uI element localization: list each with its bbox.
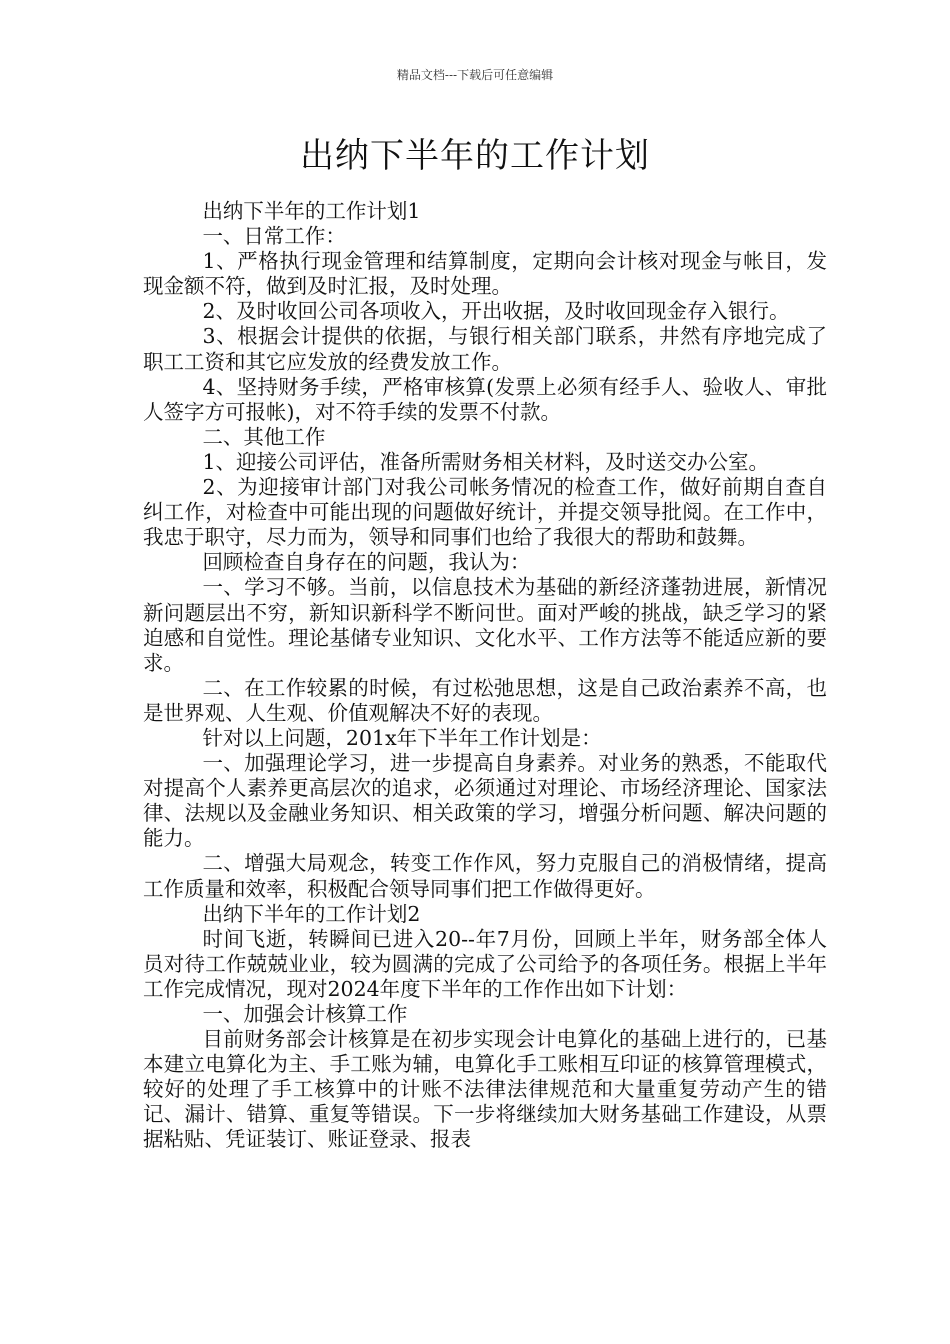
paragraph-13: 针对以上问题，201x年下半年工作计划是： xyxy=(202,725,602,750)
paragraph-11: 一、学习不够。当前，以信息技术为基础的新经济蓬勃进展，新情况新问题层出不穷，新知识新科学不断问世。面对严峻的挑战，缺乏学习的紧迫感和自觉性。理论基储专业知识、文化水平、工作方法等不能适应新的要求。 xyxy=(143,575,827,675)
paragraph-19: 目前财务部会计核算是在初步实现会计电算化的基础上进行的，已基本建立电算化为主、手工账为辅，电算化手工账相互印证的核算管理模式，较好的处理了手工核算中的计账不法律法律规范和大量重复劳动产生的错记、漏计、错算、重复等错误。下一步将继续加大财务基础工作建设，从票据粘贴、凭证装订、账证登录、报表 xyxy=(143,1027,827,1152)
paragraph-15: 二、增强大局观念，转变工作作风，努力克服自己的消极情绪，提高工作质量和效率，积极配合领导同事们把工作做得更好。 xyxy=(143,851,827,901)
paragraph-12: 二、在工作较累的时候，有过松弛思想，这是自己政治素养不高，也是世界观、人生观、价值观解决不好的表现。 xyxy=(143,675,827,725)
document-title: 出纳下半年的工作计划 xyxy=(300,136,650,176)
paragraph-8: 1、迎接公司评估，准备所需财务相关材料，及时送交办公室。 xyxy=(202,449,769,474)
paragraph-3: 1、严格执行现金管理和结算制度，定期向会计核对现金与帐目，发现金额不符，做到及时汇报，及时处理。 xyxy=(143,249,827,299)
paragraph-7: 二、其他工作 xyxy=(202,424,326,449)
paragraph-9: 2、为迎接审计部门对我公司帐务情况的检查工作，做好前期自查自纠工作，对检查中可能出现的问题做好统计，并提交领导批阅。在工作中，我忠于职守，尽力而为，领导和同事们也给了我很大的帮助和鼓舞。 xyxy=(143,475,827,550)
paragraph-6: 4、坚持财务手续，严格审核算(发票上必须有经手人、验收人、审批人签字方可报帐)，对不符手续的发票不付款。 xyxy=(143,374,827,424)
paragraph-16: 出纳下半年的工作计划2 xyxy=(202,901,421,926)
header-note: 精品文档---下载后可任意编辑 xyxy=(396,68,554,82)
paragraph-2: 一、日常工作： xyxy=(202,224,346,249)
paragraph-5: 3、根据会计提供的依据，与银行相关部门联系，井然有序地完成了职工工资和其它应发放的经费发放工作。 xyxy=(143,324,827,374)
paragraph-4: 2、及时收回公司各项收入，开出收据，及时收回现金存入银行。 xyxy=(202,299,790,324)
paragraph-10: 回顾检查自身存在的问题，我认为： xyxy=(202,550,531,575)
paragraph-1: 出纳下半年的工作计划1 xyxy=(202,199,421,223)
paragraph-14: 一、加强理论学习，进一步提高自身素养。对业务的熟悉，不能取代对提高个人素养更高层次的追求，必须通过对理论、市场经济理论、国家法律、法规以及金融业务知识、相关政策的学习，增强分析问题、解决问题的能力。 xyxy=(143,751,827,851)
paragraph-17: 时间飞逝，转瞬间已进入20--年7月份，回顾上半年，财务部全体人员对待工作兢兢业业，较为圆满的完成了公司给予的各项任务。根据上半年工作完成情况，现对2024年度下半年的工作作出如下计划： xyxy=(143,926,827,1001)
paragraph-18: 一、加强会计核算工作 xyxy=(202,1002,408,1026)
document-body xyxy=(143,199,827,1153)
